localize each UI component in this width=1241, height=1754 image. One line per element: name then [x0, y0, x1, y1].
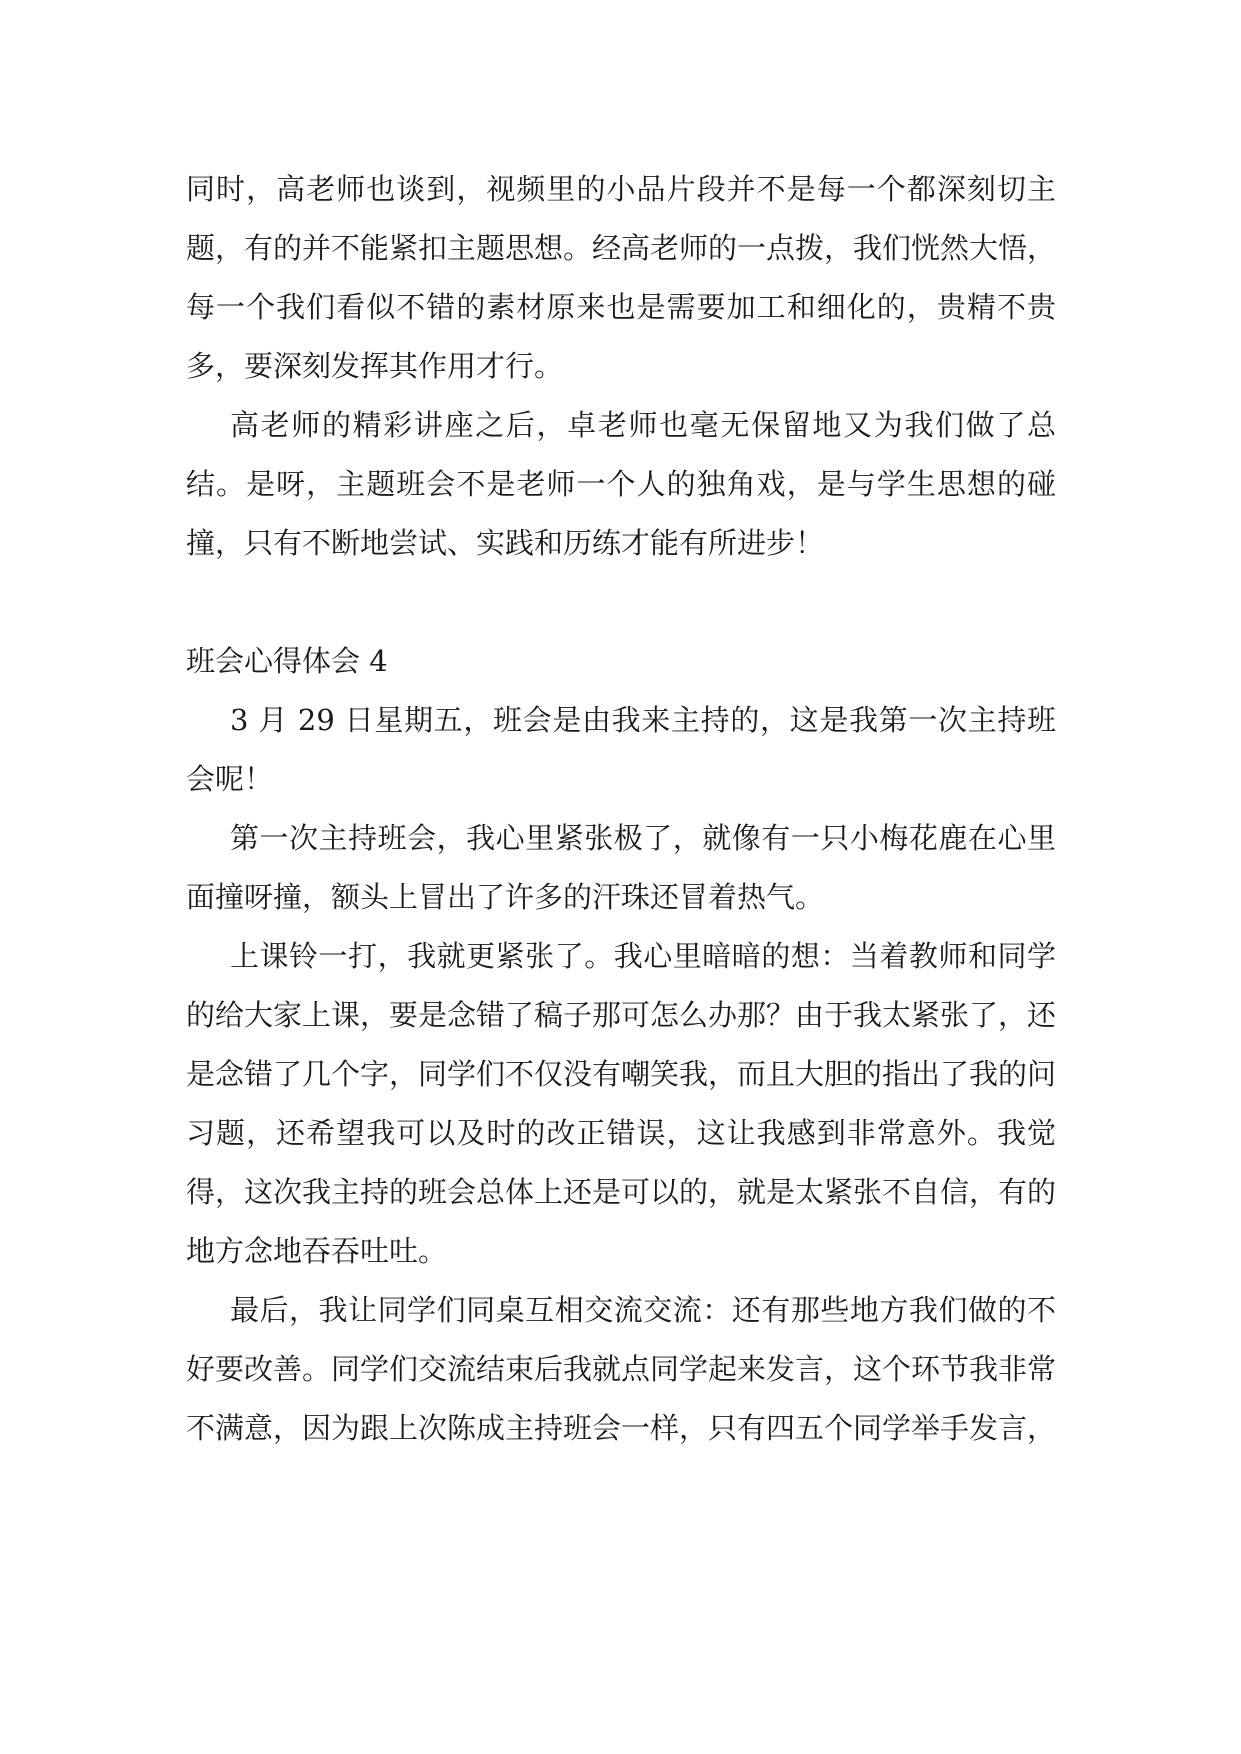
- paragraph-summary: 高老师的精彩讲座之后，卓老师也毫无保留地又为我们做了总结。是呀，主题班会不是老师一个人的独角戏，是与学生思想的碰撞，只有不断地尝试、实践和历练才能有所进步！: [186, 408, 1056, 560]
- paragraph-continuation: 同时，高老师也谈到，视频里的小品片段并不是每一个都深刻切主题，有的并不能紧扣主题思想。经高老师的一点拨，我们恍然大悟，每一个我们看似不错的素材原来也是需要加工和细化的，贵精不贵多，要深刻发挥其作用才行。: [186, 172, 1057, 383]
- section-paragraph: 最后，我让同学们同桌互相交流交流：还有那些地方我们做的不好要改善。同学们交流结束后我就点同学起来发言，这个环节我非常不满意，因为跟上次陈成主持班会一样，只有四五个同学举手发言，: [186, 1293, 1057, 1445]
- section-paragraph: 第一次主持班会，我心里紧张极了，就像有一只小梅花鹿在心里面撞呀撞，额头上冒出了许多的汗珠还冒着热气。: [186, 821, 1056, 914]
- section-paragraph: 3 月 29 日星期五，班会是由我来主持的，这是我第一次主持班会呢！: [186, 703, 1056, 796]
- section-title: 班会心得体会 4: [186, 644, 388, 678]
- section-paragraph: 上课铃一打，我就更紧张了。我心里暗暗的想：当着教师和同学的给大家上课，要是念错了稿子那可怎么办那？由于我太紧张了，还是念错了几个字，同学们不仅没有嘲笑我，而且大胆的指出了我的问习题，还希望我可以及时的改正错误，这让我感到非常意外。我觉得，这次我主持的班会总体上还是可以的，就是太紧张不自信，有的地方念地吞吞吐吐。: [186, 939, 1057, 1268]
- document-body: [186, 160, 1056, 1458]
